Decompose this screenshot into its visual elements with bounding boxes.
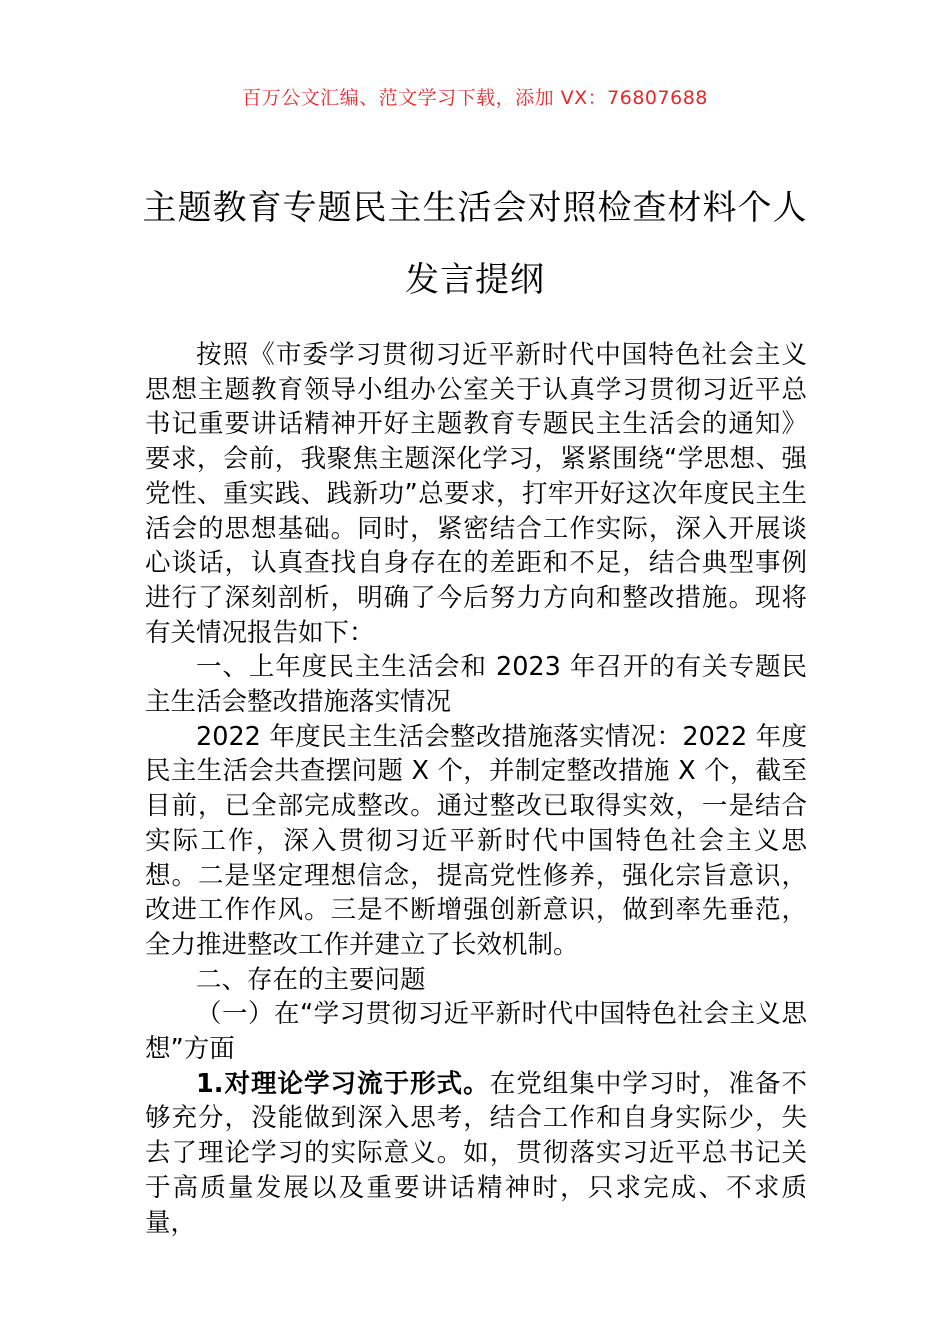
intro-paragraph: 按照《市委学习贯彻习近平新时代中国特色社会主义思想主题教育领导小组办公室关于认真学习贯彻习近平总书记重要讲话精神开好主题教育专题民主生活会的通知》要求，会前，我聚焦主题深化学习，紧紧围绕“学思想、强党性、重实践、践新功”总要求，打牢开好这次年度民主生活会的思想基础。同时，紧密结合工作实际，深入开展谈心谈话，认真查找自身存在的差距和不足，结合典型事例进行了深刻剖析，明确了今后努力方向和整改措施。现将有关情况报告如下： (145, 340, 807, 648)
section-heading-1: 一、上年度民主生活会和 2023 年召开的有关专题民主生活会整改措施落实情况 (145, 652, 807, 718)
section-heading-2: 二、存在的主要问题 (196, 964, 426, 995)
download-banner: 百万公文汇编、范文学习下载，添加 VX：76807688 (242, 87, 708, 109)
rectification-paragraph: 2022 年度民主生活会整改措施落实情况：2022 年度民主生活会共查摆问题 X 个，并制定整改措施 X 个，截至目前，已全部完成整改。通过整改已取得实效，一是结合实际工作，深入贯彻习近平新时代中国特色社会主义思想。二是坚定理想信念，提高党性修养，强化宗旨意识，改进工作作风。三是不断增强创新意识，做到率先垂范，全力推进整改工作并建立了长效机制。 (145, 721, 807, 960)
problem-item-1 (145, 1067, 807, 1241)
document-body (145, 338, 807, 1240)
problem-item-1-lead: 1.对理论学习流于形式。 (196, 1068, 490, 1099)
problem-item-1-text: 在党组集中学习时，准备不够充分，没能做到深入思考，结合工作和自身实际少，失去了理论学习的实际意义。如，贯彻落实习近平总书记关于高质量发展以及重要讲话精神时，只求完成、不求质量， (145, 1068, 807, 1238)
page-title: 主题教育专题民主生活会对照检查材料个人发言提纲 (142, 188, 808, 300)
subsection-heading-1: （一）在“学习贯彻习近平新时代中国特色社会主义思想”方面 (145, 999, 807, 1065)
